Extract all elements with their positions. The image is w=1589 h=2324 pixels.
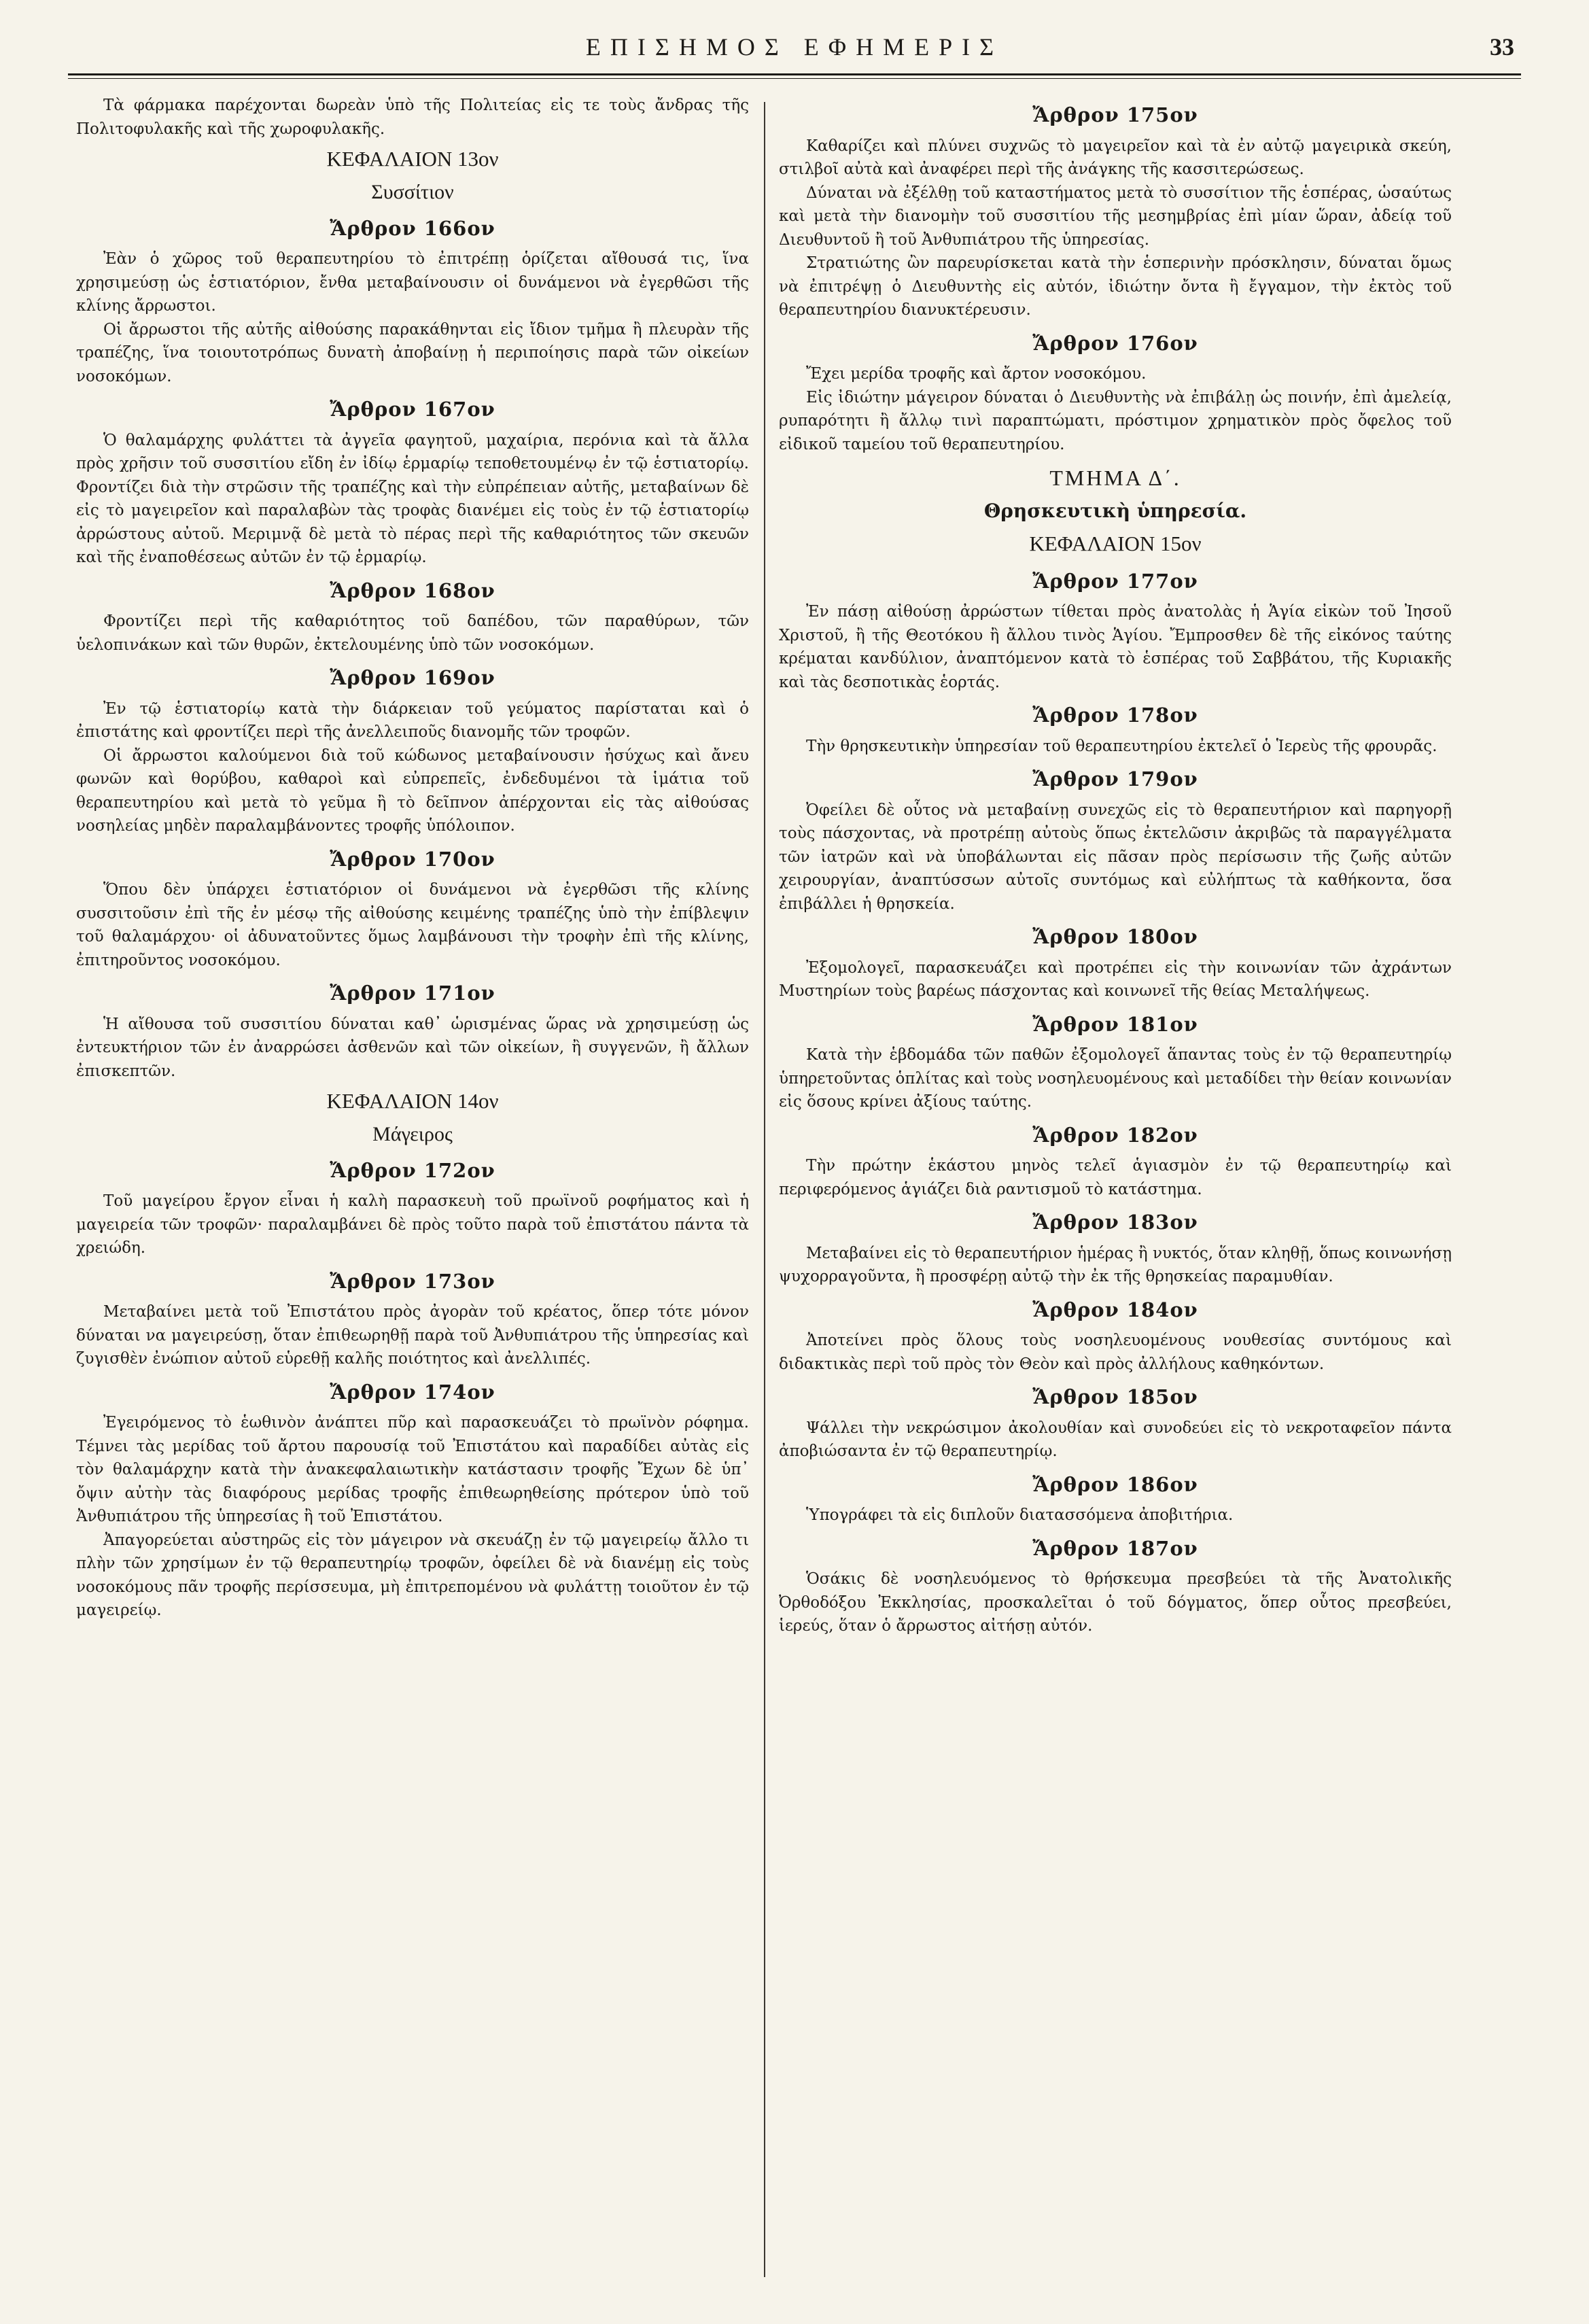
paragraph: Δύναται νὰ ἐξέλθῃ τοῦ καταστήματος μετὰ τὸ συσσίτιον τῆς ἑσπέρας, ὡσαύτως καὶ μετὰ τὴν διανομὴν τοῦ συσσιτίου τῆς μεσημβρίας ἐπὶ μίαν ὥραν, ἀδείᾳ τοῦ Διευθυντοῦ ἢ τοῦ Ἀνθυπιάτρου τῆς ὑπηρεσίας. xyxy=(779,184,1452,249)
paragraph: Εἰς ἰδιώτην μάγειρον δύναται ὁ Διευθυντὴς νὰ ἐπιβάλῃ ὡς ποινήν, ἐπὶ ἀμελείᾳ, ρυπαρότητι ἢ ἄλλῳ τινὶ παραπτώματι, πρόστιμον χρηματικὸν πρὸς ὄφελος τοῦ εἰδικοῦ ταμείου τοῦ θεραπευτηρίου. xyxy=(779,388,1452,453)
article-heading: Ἄρθρον 168ον xyxy=(330,578,495,602)
article-heading: Ἄρθρον 171ον xyxy=(330,982,495,1005)
article-heading: Ἄρθρον 169ον xyxy=(330,666,495,689)
chapter-heading: ΚΕΦΑΛΑΙΟΝ 14ον xyxy=(326,1089,499,1113)
paragraph: Ἀποτείνει πρὸς ὅλους τοὺς νοσηλευομένους νουθεσίας συντόμους καὶ διδακτικὰς περὶ τοῦ πρὸς τὸν Θεὸν καὶ πρὸς ἀλλήλους καθηκόντων. xyxy=(779,1332,1452,1373)
page-header xyxy=(68,33,1521,71)
chapter-title: Συσσίτιον xyxy=(371,180,454,203)
article-heading: Ἄρθρον 173ον xyxy=(330,1269,495,1293)
chapter-heading: ΚΕΦΑΛΑΙΟΝ 13ον xyxy=(326,147,499,171)
chapter-title: Μάγειρος xyxy=(372,1122,453,1145)
article-heading: Ἄρθρον 186ον xyxy=(1032,1472,1198,1496)
article-heading: Ἄρθρον 176ον xyxy=(1032,331,1198,355)
article-heading: Ἄρθρον 170ον xyxy=(330,847,495,871)
article-heading: Ἄρθρον 179ον xyxy=(1032,767,1198,791)
paragraph: Ὁ θαλαμάρχης φυλάττει τὰ ἀγγεῖα φαγητοῦ, μαχαίρια, περόνια καὶ τὰ ἄλλα πρὸς χρῆσιν τοῦ συσσιτίου εἴδη ἐν ἰδίῳ ἑρμαρίῳ τεποθετουμένῳ ἐν τῷ ἑστιατορίῳ. Φροντίζει διὰ τὴν στρῶσιν τῆς τραπέζης καὶ τὴν εὐπρέπειαν αὐτῆς, μεταβαίνων δὲ εἰς τὸ μαγειρεῖον καὶ παραλαβὼν τὰς τροφὰς διανέμει εἰς τοὺς ἐν τῷ ἑστιατορίῳ ἀρρώστους αὐτοῦ. Μεριμνᾷ δὲ μετὰ τὸ πέρας περὶ τῆς καθαριότητος τῶν σκευῶν καὶ τῆς ἐναποθέσεως αὐτῶν ἐν τῷ ἑρμαρίῳ. xyxy=(76,431,749,566)
left-column xyxy=(76,94,749,2303)
newspaper-title: ΕΠΙΣΗΜΟΣ ΕΦΗΜΕΡΙΣ xyxy=(585,33,1004,60)
article-heading: Ἄρθρον 174ον xyxy=(330,1380,495,1404)
paragraph: Τὴν πρώτην ἑκάστου μηνὸς τελεῖ ἁγιασμὸν ἐν τῷ θεραπευτηρίῳ καὶ περιφερόμενος ἁγιάζει διὰ ραντισμοῦ τὸ κατάστημα. xyxy=(779,1157,1452,1198)
paragraph: Τὴν θρησκευτικὴν ὑπηρεσίαν τοῦ θεραπευτηρίου ἐκτελεῖ ὁ Ἱερεὺς τῆς φρουρᾶς. xyxy=(806,737,1437,755)
section-title: Θρησκευτικὴ ὑπηρεσία. xyxy=(983,500,1247,522)
paragraph: Ἐὰν ὁ χῶρος τοῦ θεραπευτηρίου τὸ ἐπιτρέπῃ ὁρίζεται αἴθουσά τις, ἵνα χρησιμεύσῃ ὡς ἑστιατόριον, ἔνθα μεταβαίνουσιν οἱ δυνάμενοι νὰ ἐγερθῶσι τῆς κλίνης ἄρρωστοι. xyxy=(76,250,749,315)
right-column xyxy=(779,94,1452,2303)
article-heading: Ἄρθρον 166ον xyxy=(330,216,495,240)
paragraph: Ἐν τῷ ἑστιατορίῳ κατὰ τὴν διάρκειαν τοῦ γεύματος παρίσταται καὶ ὁ ἐπιστάτης καὶ φροντίζει περὶ τῆς ἀνελλειποῦς διανομῆς τῶν τροφῶν. xyxy=(76,699,749,741)
paragraph: Τὰ φάρμακα παρέχονται δωρεὰν ὑπὸ τῆς Πολιτείας εἰς τε τοὺς ἄνδρας τῆς Πολιτοφυλακῆς καὶ τῆς χωροφυλακῆς. xyxy=(76,97,749,138)
paragraph: Ὅπου δὲν ὑπάρχει ἑστιατόριον οἱ δυνάμενοι νὰ ἐγερθῶσι τῆς κλίνης συσσιτοῦσιν ἐπὶ τῆς ἐν μέσῳ τῆς αἰθούσης κειμένης τραπέζης ὑπὸ τὴν ἐπίβλεψιν τοῦ θαλαμάρχου· οἱ ἀδυνατοῦντες ὅμως λαμβάνουσι τὴν τροφὴν ἐπὶ τῆς κλίνης, ἐπιτηροῦντος νοσοκόμου. xyxy=(76,881,749,969)
chapter-heading: ΚΕΦΑΛΑΙΟΝ 15ον xyxy=(1029,532,1202,555)
paragraph: Ὁσάκις δὲ νοσηλευόμενος τὸ θρήσκευμα πρεσβεύει τὰ τῆς Ἀνατολικῆς Ὀρθοδόξου Ἐκκλησίας, προσκαλεῖται ὁ τοῦ δόγματος, ὅπερ οὗτος πρεσβεύει, ἱερεύς, ὅταν ὁ ἄρρωστος αἰτήσῃ αὐτόν. xyxy=(779,1570,1452,1635)
paragraph: Ὀφείλει δὲ οὗτος νὰ μεταβαίνῃ συνεχῶς εἰς τὸ θεραπευτήριον καὶ παρηγορῇ τοὺς πάσχοντας, νὰ προτρέπῃ αὐτοὺς ὅπως ἐκτελῶσιν ἀκριβῶς τὰ παραγγέλματα τῶν ἰατρῶν καὶ νὰ ὑποβάλωνται εἰς πᾶσαν πρὸς περίσωσιν τῆς ζωῆς αὐτῶν χειρουργίαν, ἀναπτύσσων αὐτοῖς συντόμως καὶ εὐλήπτως τὰ καθήκοντα, ὅσα ἐπιβάλλει ἡ θρησκεία. xyxy=(779,801,1452,913)
paragraph: Τοῦ μαγείρου ἔργον εἶναι ἡ καλὴ παρασκευὴ τοῦ πρωϊνοῦ ροφήματος καὶ ἡ μαγειρεία τῶν τροφῶν· παραλαμβάνει δὲ πρὸς τοῦτο παρὰ τοῦ ἐπιστάτου πάντα τὰ χρειώδη. xyxy=(76,1192,749,1257)
article-heading: Ἄρθρον 184ον xyxy=(1032,1298,1198,1321)
paragraph: Ἐγειρόμενος τὸ ἑωθινὸν ἀνάπτει πῦρ καὶ παρασκευάζει τὸ πρωϊνὸν ρόφημα. Τέμνει τὰς μερίδας τοῦ ἄρτου παρουσίᾳ τοῦ Ἐπιστάτου καὶ παραδίδει αὐτὰς εἰς τὸν θαλαμάρχην κατὰ τὴν ἀνακεφαλαιωτικὴν κατάστασιν τροφῆς Ἔχων δὲ ὑπ᾿ ὄψιν αὐτὴν τὰς διαφόρους μερίδας τροφῆς ἐπιθεωρηθείσης πρότερον ὑπὸ τοῦ Ἀνθυπιάτρου τῆς ὑπηρεσίας ἢ τοῦ Ἐπιστάτου. xyxy=(76,1414,749,1525)
article-heading: Ἄρθρον 187ον xyxy=(1032,1536,1198,1560)
paragraph: Ἐν πάσῃ αἰθούσῃ ἀρρώστων τίθεται πρὸς ἀνατολὰς ἡ Ἁγία εἰκὼν τοῦ Ἰησοῦ Χριστοῦ, ἢ τῆς Θεοτόκου ἢ ἄλλου τινὸς Ἁγίου. Ἔμπροσθεν δὲ τῆς εἰκόνος ταύτης κρέμαται κανδύλιον, ἀναπτόμενον κατὰ τὸ ἑσπέρας τοῦ Σαββάτου, τῆς Κυριακῆς καὶ τὰς δεσποτικὰς ἑορτάς. xyxy=(779,603,1452,691)
article-heading: Ἄρθρον 181ον xyxy=(1032,1012,1198,1036)
page-number: 33 xyxy=(1490,33,1514,60)
column-divider xyxy=(764,102,765,2277)
paragraph: Κατὰ τὴν ἑβδομάδα τῶν παθῶν ἐξομολογεῖ ἅπαντας τοὺς ἐν τῷ θεραπευτηρίῳ ὑπηρετοῦντας ὁπλίτας καὶ τοὺς νοσηλευομένους καὶ μεταδίδει τὴν θείαν κοινωνίαν εἰς ὅσους κρίνει ἀξίους ταύτης. xyxy=(779,1046,1452,1111)
paragraph: Καθαρίζει καὶ πλύνει συχνῶς τὸ μαγειρεῖον καὶ τὰ ἐν αὐτῷ μαγειρικὰ σκεύη, στιλβοῖ αὐτὰ καὶ ἀναφέρει περὶ τῆς ἀνάγκης τῆς κασσιτερώσεως. xyxy=(779,137,1452,178)
article-heading: Ἄρθρον 172ον xyxy=(330,1158,495,1182)
paragraph: Ἔχει μερίδα τροφῆς καὶ ἄρτον νοσοκόμου. xyxy=(806,365,1147,383)
header-rule xyxy=(68,73,1521,79)
paragraph: Ἀπαγορεύεται αὐστηρῶς εἰς τὸν μάγειρον νὰ σκευάζῃ ἐν τῷ μαγειρείῳ ἄλλο τι πλὴν τῶν χρησίμων ἐν τῷ θεραπευτηρίῳ τροφῶν, ὀφείλει δὲ νὰ διανέμῃ εἰς τοὺς νοσοκόμους πᾶν τροφῆς περίσσευμα, μὴ ἐπιτρεπομένου νὰ φυλάττῃ τοιοῦτον ἐν τῷ μαγειρείῳ. xyxy=(76,1531,749,1619)
paragraph: Φροντίζει περὶ τῆς καθαριότητος τοῦ δαπέδου, τῶν παραθύρων, τῶν ὑελοπινάκων καὶ τῶν θυρῶν, ἐκτελουμένης ὑπὸ τῶν νοσοκόμων. xyxy=(76,612,749,654)
section-heading: ΤΜΗΜΑ Δ΄. xyxy=(1049,466,1181,490)
paragraph: Οἱ ἄρρωστοι τῆς αὐτῆς αἰθούσης παρακάθηνται εἰς ἴδιον τμῆμα ἢ πλευρὰν τῆς τραπέζης, ἵνα τοιουτοτρόπως δυνατὴ ἀποβαίνῃ ἡ περιποίησις παρὰ τῶν οἰκείων νοσοκόμων. xyxy=(76,320,749,385)
article-heading: Ἄρθρον 178ον xyxy=(1032,704,1198,727)
article-heading: Ἄρθρον 177ον xyxy=(1032,569,1198,593)
paragraph: Στρατιώτης ὢν παρευρίσκεται κατὰ τὴν ἑσπερινὴν πρόσκλησιν, δύναται ὅμως νὰ ἐπιτρέψῃ ὁ Διευθυντὴς εἰς αὐτόν, ἰδιώτην ὄντα ἢ ἔγγαμον, τὴν ἐκτὸς τοῦ θεραπευτηρίου διανυκτέρευσιν. xyxy=(779,254,1452,319)
paragraph: Ψάλλει τὴν νεκρώσιμον ἀκολουθίαν καὶ συνοδεύει εἰς τὸ νεκροταφεῖον πάντα ἀποβιώσαντα ἐν τῷ θεραπευτηρίῳ. xyxy=(779,1419,1452,1460)
paragraph: Ἐξομολογεῖ, παρασκευάζει καὶ προτρέπει εἰς τὴν κοινωνίαν τῶν ἀχράντων Μυστηρίων τοὺς βαρέως πάσχοντας καὶ κοινωνεῖ τῆς θείας Μεταλήψεως. xyxy=(779,958,1452,1000)
article-heading: Ἄρθρον 185ον xyxy=(1032,1385,1198,1408)
paragraph: Μεταβαίνει εἰς τὸ θεραπευτήριον ἡμέρας ἢ νυκτός, ὅταν κληθῇ, ὅπως κοινωνήσῃ ψυχορραγοῦντα, ἢ προσφέρῃ αὐτῷ τὴν ἐκ τῆς θρησκείας παραμυθίαν. xyxy=(779,1244,1452,1285)
paragraph: Μεταβαίνει μετὰ τοῦ Ἐπιστάτου πρὸς ἀγορὰν τοῦ κρέατος, ὅπερ τότε μόνον δύναται να μαγειρεύσῃ, ὅταν ἐπιθεωρηθῇ παρὰ τοῦ Ἀνθυπιάτρου τῆς ὑπηρεσίας καὶ ζυγισθὲν ἐνώπιον αὐτοῦ εὑρεθῇ καλῆς ποιότητος καὶ ἀνελλιπές. xyxy=(76,1303,749,1368)
article-heading: Ἄρθρον 180ον xyxy=(1032,925,1198,948)
article-heading: Ἄρθρον 167ον xyxy=(330,398,495,421)
article-heading: Ἄρθρον 175ον xyxy=(1032,103,1198,126)
article-heading: Ἄρθρον 183ον xyxy=(1032,1211,1198,1234)
paragraph: Ἡ αἴθουσα τοῦ συσσιτίου δύναται καθ᾿ ὡρισμένας ὥρας νὰ χρησιμεύσῃ ὡς ἐντευκτήριον τῶν ἐν ἀναρρώσει ἀσθενῶν καὶ τῶν οἰκείων, ἢ συγγενῶν, ἢ ἄλλων ἐπισκεπτῶν. xyxy=(76,1015,749,1080)
article-heading: Ἄρθρον 182ον xyxy=(1032,1123,1198,1147)
paragraph: Ὑπογράφει τὰ εἰς διπλοῦν διατασσόμενα ἀποβιτήρια. xyxy=(806,1506,1234,1524)
paragraph: Οἱ ἄρρωστοι καλούμενοι διὰ τοῦ κώδωνος μεταβαίνουσιν ἡσύχως καὶ ἄνευ φωνῶν καὶ θορύβου, καθαροὶ καὶ εὐπρεπεῖς, ἐνδεδυμένοι τὰ ἱμάτια τοῦ θεραπευτηρίου καὶ μετὰ τὸ γεῦμα ἢ τὸ δεῖπνον ἀπέρχονται εἰς τὰς αἰθούσας νοσηλείας μηδὲν παραλαμβάνοντες τροφῆς ὑπόλοιπον. xyxy=(76,746,749,835)
